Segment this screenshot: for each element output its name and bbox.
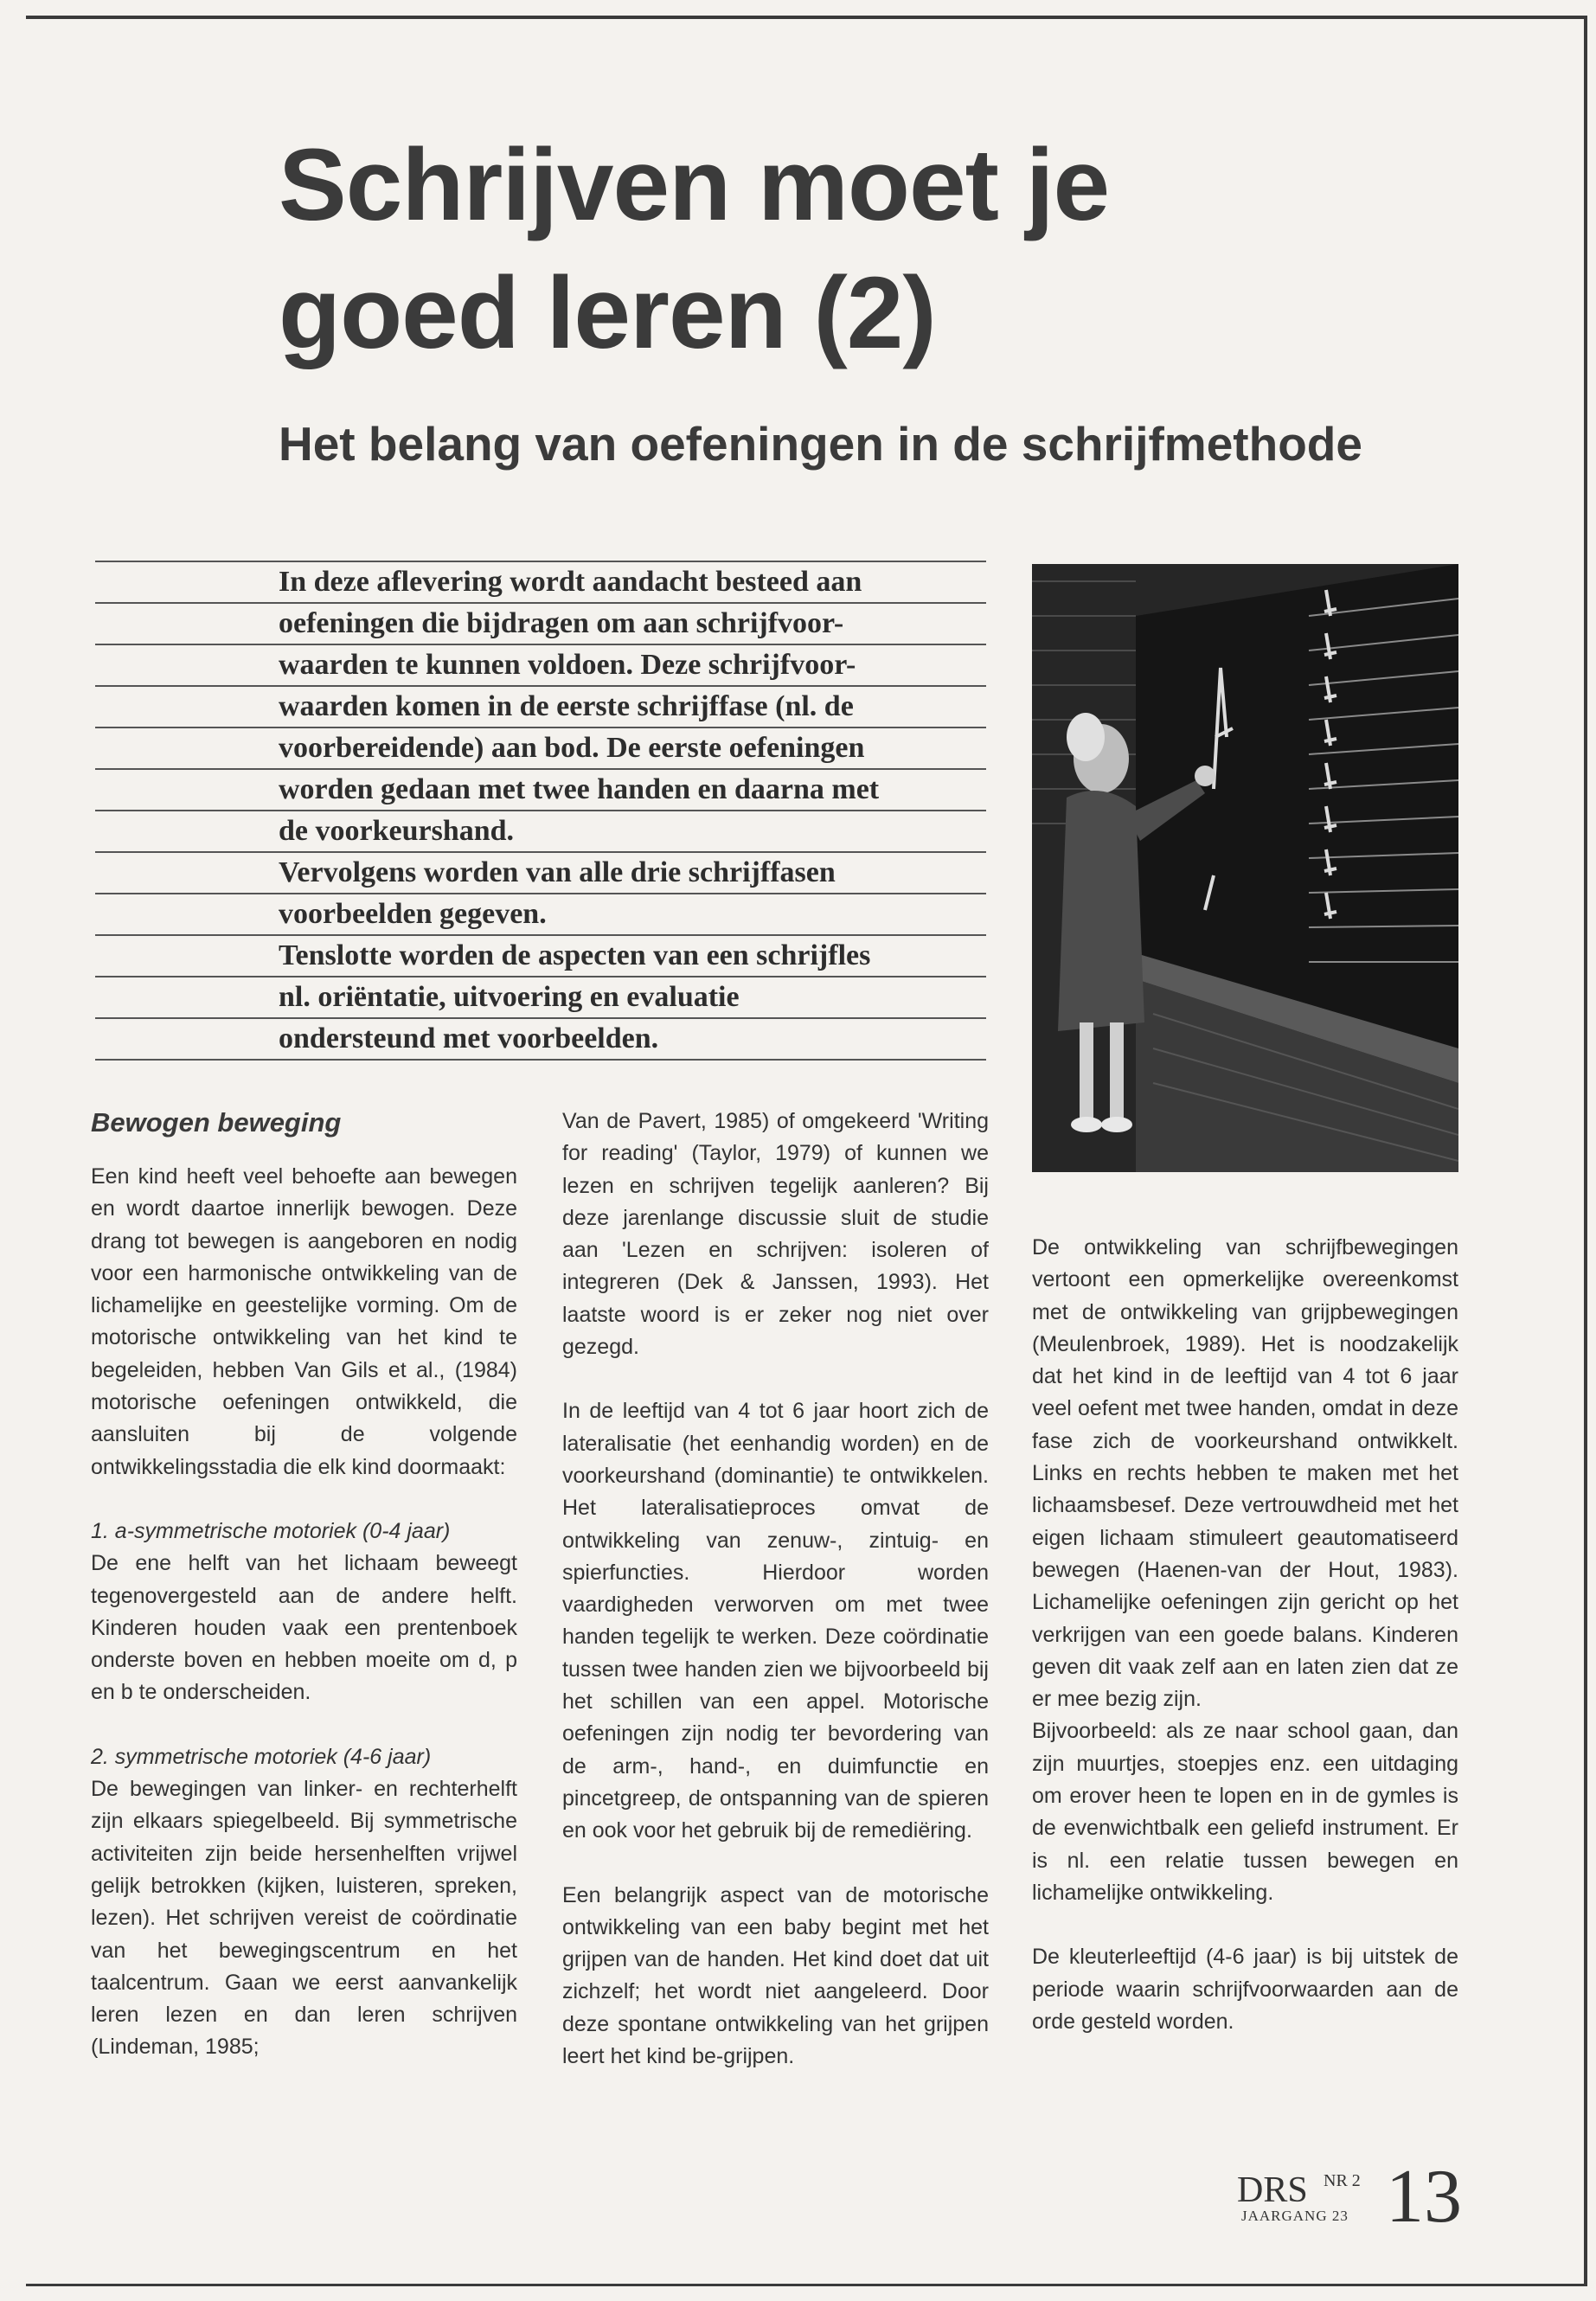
paragraph: Van de Pavert, 1985) of omgekeerd 'Writing for reading' (Taylor, 1979) of kunnen we lezen en schrijven tegelijk aanleren? Bij deze jarenlange discussie sluit de studie aan 'Lezen en schrijven: isoleren of integreren (Dek & Janssen, 1993). Het laatste woord is er zeker nog niet over gezegd. xyxy=(562,1109,989,1360)
paragraph: Een belangrijk aspect van de motorische ontwikkeling van een baby begint met het grijpen van de handen. Het kind doet dat uit zichzelf; het wordt niet aangeleerd. Door deze spontane ontwikkeling van het grijpen leert het kind be-grijpen. xyxy=(562,1882,989,2069)
photo-child-at-blackboard xyxy=(1032,564,1458,1172)
intro-line: de voorkeurshand. xyxy=(95,810,986,851)
intro-line: oefeningen die bijdragen om aan schrijfvoor- xyxy=(95,602,986,644)
page-border-bottom xyxy=(26,2284,1587,2286)
stage-heading: 2. symmetrische motoriek (4-6 jaar) xyxy=(91,1744,432,1769)
magazine-name: DRS xyxy=(1237,2170,1308,2210)
paragraph: De ene helft van het lichaam beweegt tegenovergesteld aan de andere helft. Kinderen houden vaak een prentenboek onderste boven en hebben moeite om d, p en b te onderscheiden. xyxy=(91,1551,517,1705)
intro-line: In deze aflevering wordt aandacht besteed aan xyxy=(95,561,986,602)
title-line-1: Schrijven moet je xyxy=(279,128,1110,242)
title-line-2: goed leren (2) xyxy=(279,256,936,370)
intro-line: voorbereidende) aan bod. De eerste oefeningen xyxy=(95,727,986,768)
paragraph: Een kind heeft veel behoefte aan bewegen en wordt daartoe innerlijk bewogen. Deze drang tot bewegen is aangeboren en nodig voor een harmonische ontwikkeling van de lichamelijke en geestelijke vorming. Om de motorische ontwikkeling van het kind te begeleiden, hebben Van Gils et al., (1984) motorische oefeningen ontwikkeld, die aansluiten bij de volgende ontwikkelingsstadia die elk kind doormaakt: xyxy=(91,1164,517,1479)
intro-line: waarden komen in de eerste schrijffase (nl. de xyxy=(95,685,986,727)
page-border-top xyxy=(26,16,1587,19)
page-number: 13 xyxy=(1386,2155,1462,2239)
intro-box xyxy=(95,561,986,1061)
page-border-right xyxy=(1584,16,1587,2286)
paragraph: De kleuterleeftijd (4-6 jaar) is bij uitstek de periode waarin schrijfvoorwaarden aan de orde gesteld worden. xyxy=(1032,1945,1458,2034)
intro-line: nl. oriëntatie, uitvoering en evaluatie xyxy=(95,976,986,1017)
intro-line: Vervolgens worden van alle drie schrijffasen xyxy=(95,851,986,893)
intro-line: worden gedaan met twee handen en daarna met xyxy=(95,768,986,810)
photo-illustration xyxy=(1032,564,1458,1172)
paragraph: De ontwikkeling van schrijfbewegingen vertoont een opmerkelijke overeenkomst met de ontwikkeling van grijpbewegingen (Meulenbroek, 1989). Het is noodzakelijk dat het kind in de leeftijd van 4 tot 6 jaar veel oefent met twee handen, omdat in deze fase zich de voorkeurshand ontwikkelt. Links en rechts hebben te maken met het lichaamsbesef. Deze vertrouwdheid met het eigen lichaam stimuleert geautomatiseerd bewegen (Haenen-van der Hout, 1983). Lichamelijke oefeningen zijn gericht op het verkrijgen van een goede balans. Kinderen geven dit vaak zelf aan en laten zien dat ze er mee bezig zijn. xyxy=(1032,1235,1458,1712)
intro-line: ondersteund met voorbeelden. xyxy=(95,1017,986,1061)
intro-line: waarden te kunnen voldoen. Deze schrijfvoor- xyxy=(95,644,986,685)
column-1 xyxy=(91,1103,517,2064)
article-title xyxy=(279,121,1403,377)
intro-line: Tenslotte worden de aspecten van een schrijfles xyxy=(95,934,986,976)
column-2 xyxy=(562,1106,989,2073)
intro-line: voorbeelden gegeven. xyxy=(95,893,986,934)
paragraph: Bijvoorbeeld: als ze naar school gaan, dan zijn muurtjes, stoepjes enz. een uitdaging om erover heen te lopen en in de gymles is de evenwichtbalk een geliefd instrument. Er is nl. een relatie tussen bewegen en lichamelijke ontwikkeling. xyxy=(1032,1719,1458,1905)
paragraph: In de leeftijd van 4 tot 6 jaar hoort zich de lateralisatie (het eenhandig worden) en de voorkeurshand (dominantie) te ontwikkelen. Het lateralisatieproces omvat de ontwikkeling van zenuw-, zintuig- en spierfuncties. Hierdoor worden vaardigheden verworven om met twee handen tegelijk te werken. Deze coördinatie tussen twee handen zien we bijvoorbeeld bij het schillen van een appel. Motorische oefeningen zijn nodig ter bevordering van de arm-, hand-, en duimfunctie en pincetgreep, de ontspanning van de spieren en ook voor het gebruik bij de remediëring. xyxy=(562,1399,989,1843)
paragraph: De bewegingen van linker- en rechterhelft zijn elkaars spiegelbeeld. Bij symmetrische activiteiten zijn beide hersenhelften vrijwel gelijk betrokken (kijken, luisteren, spreken, lezen). Het schrijven vereist de coördinatie van het bewegingscentrum en het taalcentrum. Gaan we eerst aanvankelijk leren lezen en dan leren schrijven (Lindeman, 1985; xyxy=(91,1777,517,2060)
column-3 xyxy=(1032,1232,1458,2038)
article-subtitle: Het belang van oefeningen in de schrijfmethode xyxy=(279,417,1362,471)
section-heading: Bewogen beweging xyxy=(91,1107,342,1138)
issue-number: NR 2 xyxy=(1324,2171,1361,2190)
stage-heading: 1. a-symmetrische motoriek (0-4 jaar) xyxy=(91,1518,451,1543)
volume-label: JAARGANG 23 xyxy=(1241,2208,1349,2224)
page-footer xyxy=(1237,2155,1497,2239)
